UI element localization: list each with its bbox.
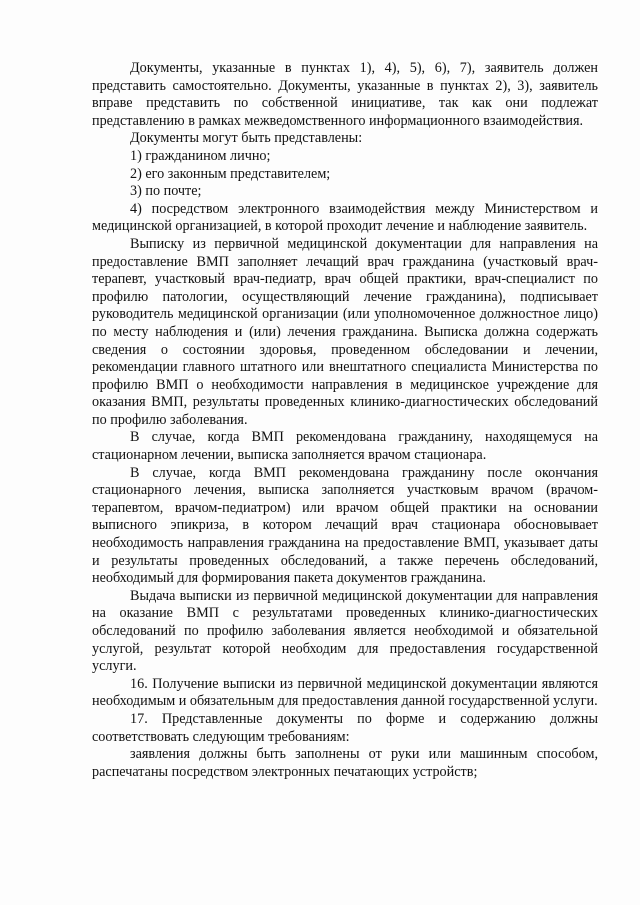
list-item-4: 4) посредством электронного взаимодействия между Министерством и медицинской организацией, в которой проходит лечение и наблюдение заявитель. [92, 200, 598, 235]
paragraph-documents-can-be-submitted: Документы могут быть представлены: [130, 130, 363, 147]
paragraph-requirements-applications: заявления должны быть заполнены от руки или машинным способом, распечатаны посредством электронных печатающих устройств; [92, 746, 598, 780]
list-item-3: 3) по почте; [130, 183, 202, 200]
paragraph-documents-self: Документы, указанные в пунктах 1), 4), 5), 6), 7), заявитель должен представить самостоятельно. Документы, указанные в пунктах 2), 3), заявитель вправе представить по собственной инициативе, так как они подлежат представлению в рамках межведомственного информационного взаимодействия. [92, 60, 598, 129]
document-body [92, 60, 598, 781]
paragraph-after-discharge-case: В случае, когда ВМП рекомендована гражданину после окончания стационарного лечения, выписка заполняется участковым врачом (врачом-терапевтом, врачом-педиатром) или врачом общей практики на основании выписного эпикриза, в котором лечащий врач стационара обосновывает необходимость направления гражданина на предоставление ВМП, указывает даты и результаты проведенных обследований, а также перечень обследований, необходимый для формирования пакета документов гражданина. [92, 464, 598, 587]
paragraph-extract-issuance: Выдача выписки из первичной медицинской документации для направления на оказание ВМП с результатами проведенных клинико-диагностических обследований по профилю заболевания является необходимой и обязательной услугой, результат которой необходим для предоставления государственной услуги. [92, 587, 598, 675]
paragraph-inpatient-case: В случае, когда ВМП рекомендована гражданину, находящемуся на стационарном лечении, выписка заполняется врачом стационара. [92, 429, 598, 464]
paragraph-extract-filling: Выписку из первичной медицинской документации для направления на предоставление ВМП заполняет лечащий врач гражданина (участковый врач-терапевт, участковый врач-педиатр, врач общей практики, врач-специалист по профилю патологии, осуществляющий лечение гражданина), подписывает руководитель медицинской организации (или уполномоченное должностное лицо) по месту наблюдения и (или) лечения гражданина. Выписка должна содержать сведения о состоянии здоровья, проведенном обследовании и лечении, рекомендации главного штатного или внештатного специалиста Министерства по профилю ВМП о необходимости направления в медицинское учреждение для оказания ВМП, результаты проведенных клинико-диагностических обследований по профилю заболевания. [92, 235, 598, 428]
list-item-1: 1) гражданином лично; [130, 147, 271, 164]
paragraph-item-17: 17. Представленные документы по форме и содержанию должны соответствовать следующим требованиям: [92, 710, 598, 745]
paragraph-item-16: 16. Получение выписки из первичной медицинской документации являются необходимым и обязательным для предоставления данной государственной услуги. [92, 675, 598, 710]
list-item-2: 2) его законным представителем; [130, 165, 331, 182]
